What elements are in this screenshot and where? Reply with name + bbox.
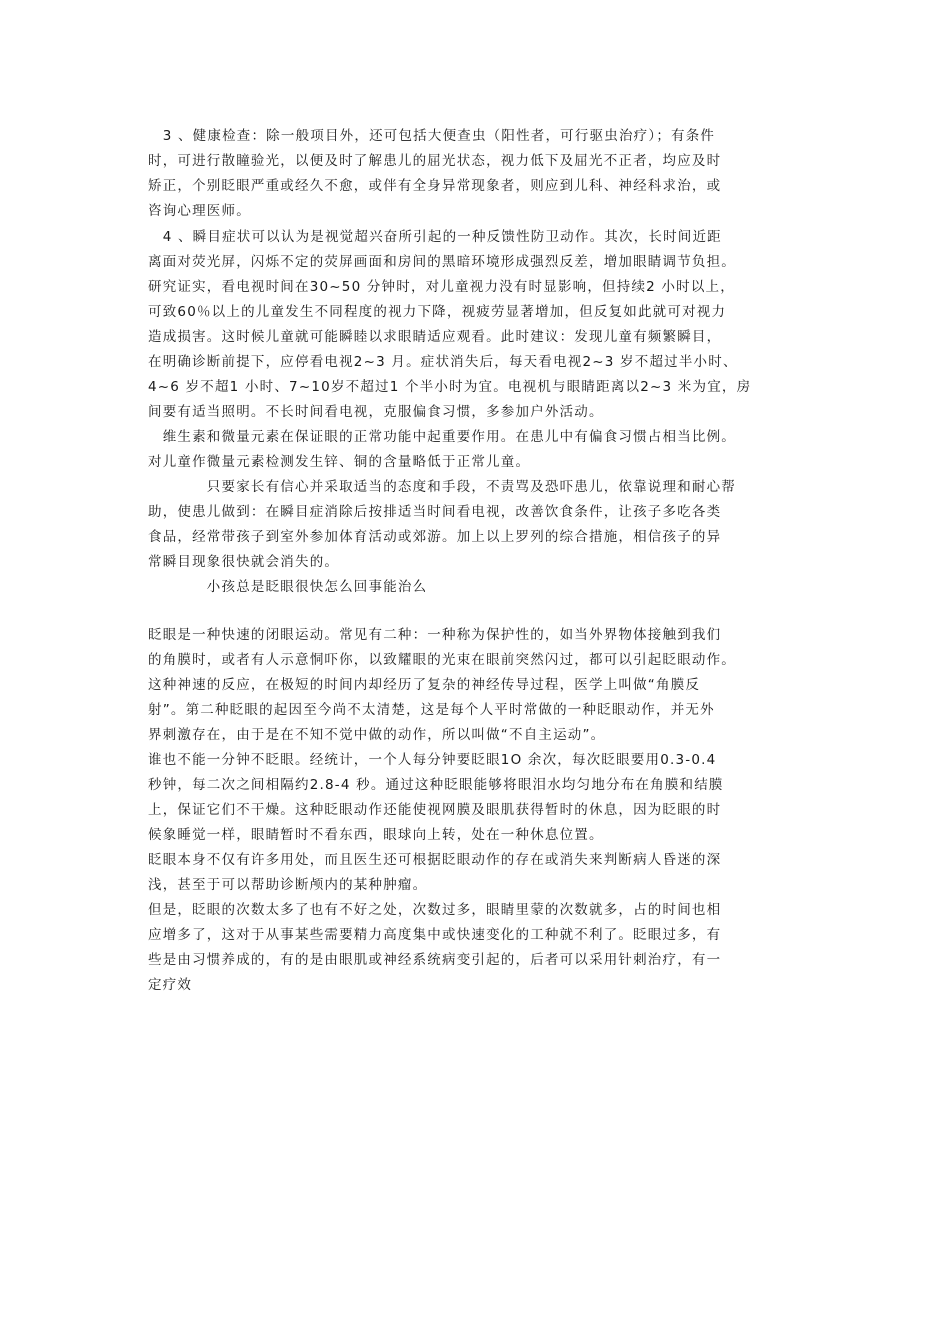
blink-symptom-line-7: 4~6 岁不超1 小时、7~10岁不超过1 个半小时为宜。电视机与眼睛距离以2~3 米为宜，房 [148,379,752,395]
blink-stats-line-4: 候象睡觉一样，眼睛暂时不看东西，眼球向上转，处在一种休息位置。 [148,827,604,843]
blink-intro-line-1: 眨眼是一种快速的闭眼运动。常见有二种：一种称为保护性的，如当外界物体接触到我们 [148,627,722,643]
blink-symptom-line-6: 在明确诊断前提下，应停看电视2~3 月。症状消失后，每天看电视2~3 岁不超过半小时、 [148,354,738,370]
blink-stats-line-3: 上，保证它们不干燥。这种眨眼动作还能使视网膜及眼肌获得暂时的休息，因为眨眼的时 [148,802,722,818]
blink-intro-line-3: 这种神速的反应，在极短的时间内却经历了复杂的神经传导过程，医学上叫做“角膜反 [148,677,701,693]
blink-symptom-line-3: 研究证实，看电视时间在30~50 分钟时，对儿童视力没有时显影响，但持续2 小时以上， [148,279,735,295]
parent-advice-line-4: 常瞬目现象很快就会消失的。 [148,554,340,570]
section-title: 小孩总是眨眼很快怎么回事能治么 [148,579,428,595]
health-check-line-3: 矫正，个别眨眼严重或经久不愈，或伴有全身异常现象者，则应到儿科、神经科求治，或 [148,178,722,194]
blink-excess-line-4: 定疗效 [148,977,193,993]
blink-symptom-line-2: 离面对荧光屏，闪烁不定的荧屏画面和房间的黑暗环境形成强烈反差，增加眼睛调节负担。 [148,254,736,270]
parent-advice-line-2: 助，使患儿做到：在瞬目症消除后按排适当时间看电视，改善饮食条件，让孩子多吃各类 [148,504,722,520]
blink-diagnosis-line-1: 眨眼本身不仅有许多用处，而且医生还可根据眨眼动作的存在或消失来判断病人昏迷的深 [148,852,722,868]
blink-symptom-line-8: 间要有适当照明。不长时间看电视，克服偏食习惯，多参加户外活动。 [148,404,604,420]
blink-stats-line-1: 谁也不能一分钟不眨眼。经统计，一个人每分钟要眨眼1O 余次，每次眨眼要用0.3-0.4 [148,752,717,768]
vitamin-line-1: 维生素和微量元素在保证眼的正常功能中起重要作用。在患儿中有偏食习惯占相当比例。 [148,429,736,445]
health-check-line-4: 咨询心理医师。 [148,203,251,219]
blink-excess-line-3: 些是由习惯养成的，有的是由眼肌或神经系统病变引起的，后者可以采用针刺治疗，有一 [148,952,722,968]
vitamin-line-2: 对儿童作微量元素检测发生锌、铜的含量略低于正常儿童。 [148,454,531,470]
blink-excess-line-2: 应增多了，这对于从事某些需要精力高度集中或快速变化的工种就不利了。眨眼过多，有 [148,927,722,943]
health-check-line-2: 时，可进行散瞳验光，以便及时了解患儿的屈光状态，视力低下及屈光不正者，均应及时 [148,153,722,169]
blink-symptom-line-1: 4 、瞬目症状可以认为是视觉超兴奋所引起的一种反馈性防卫动作。其次，长时间近距 [148,229,722,245]
blink-excess-line-1: 但是，眨眼的次数太多了也有不好之处，次数过多，眼睛里蒙的次数就多，占的时间也相 [148,902,722,918]
blink-intro-line-5: 界刺激存在，由于是在不知不觉中做的动作，所以叫做“不自主运动”。 [148,727,606,743]
blink-stats-line-2: 秒钟，每二次之间相隔约2.8-4 秒。通过这种眨眼能够将眼泪水均匀地分布在角膜和结膜 [148,777,724,793]
health-check-line-1: 3 、健康检查：除一般项目外，还可包括大便查虫（阳性者，可行驱虫治疗）；有条件 [148,128,716,144]
blink-intro-line-4: 射”。第二种眨眼的起因至今尚不太清楚，这是每个人平时常做的一种眨眼动作，并无外 [148,702,715,718]
blink-symptom-line-4: 可致60％以上的儿童发生不同程度的视力下降，视疲劳显著增加，但反复如此就可对视力 [148,304,727,320]
blink-intro-line-2: 的角膜时，或者有人示意恫吓你，以致耀眼的光束在眼前突然闪过，都可以引起眨眼动作。 [148,652,736,668]
parent-advice-line-1: 只要家长有信心并采取适当的态度和手段，不责骂及恐吓患儿，依靠说理和耐心帮 [148,479,736,495]
blink-symptom-line-5: 造成损害。这时候儿童就可能瞬睦以求眼睛适应观看。此时建议：发现儿童有频繁瞬目， [148,329,722,345]
parent-advice-line-3: 食品，经常带孩子到室外参加体育活动或郊游。加上以上罗列的综合措施，相信孩子的异 [148,529,722,545]
blink-diagnosis-line-2: 浅，甚至于可以帮助诊断颅内的某种肿瘤。 [148,877,428,893]
